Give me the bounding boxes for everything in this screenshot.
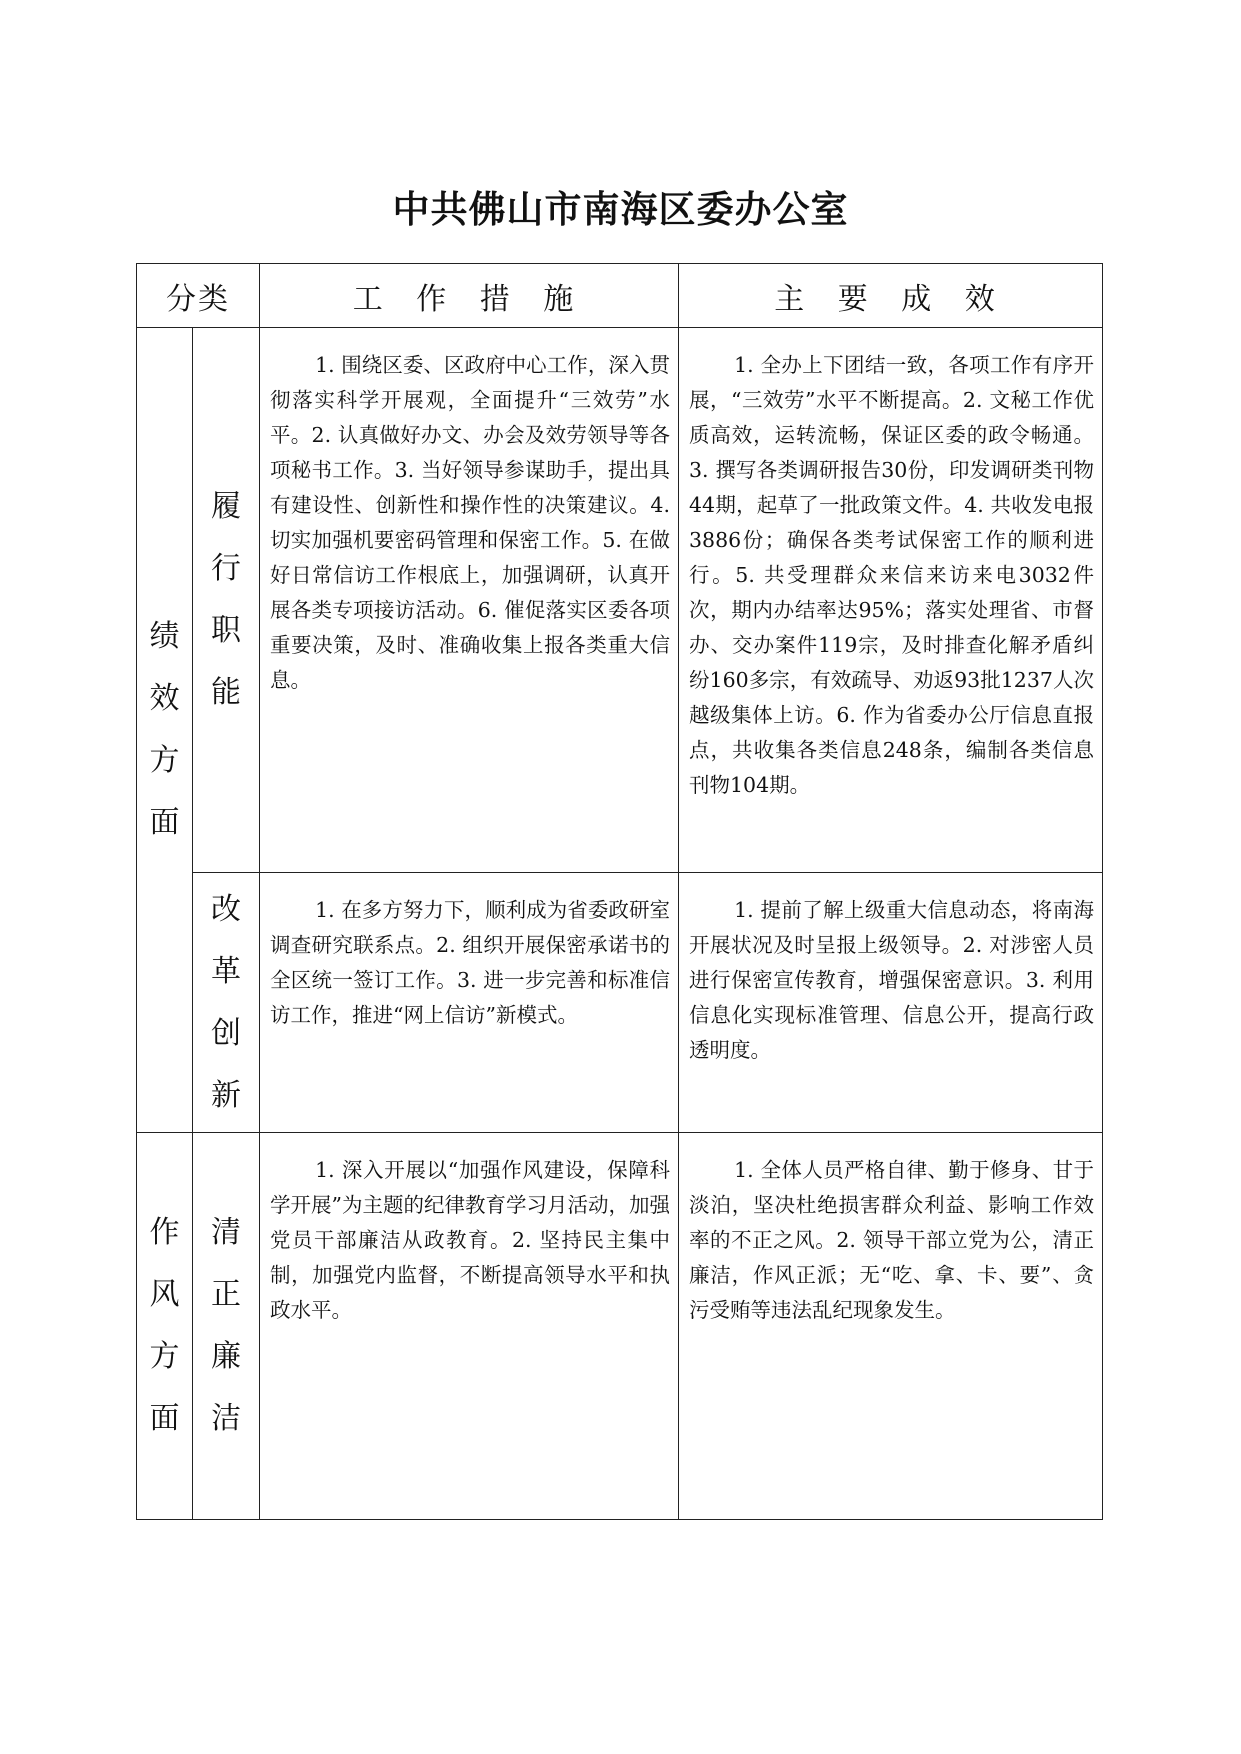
table-row bbox=[137, 328, 1103, 873]
table-row bbox=[137, 873, 1103, 1133]
results-cell: 1. 全办上下团结一致，各项工作有序开展，“三效劳”水平不断提高。2. 文秘工作优质高效，运转流畅，保证区委的政令畅通。3. 撰写各类调研报告30份，印发调研类刊物44期，起草了一批政策文件。4. 共收发电报3886份；确保各类考试保密工作的顺利进行。5. 共受理群众来信来访来电3032件次，期内办结率达95%；落实处理省、市督办、交办案件119宗，及时排查化解矛盾纠纷160多宗，有效疏导、劝返93批1237人次越级集体上访。6. 作为省委办公厅信息直报点，共收集各类信息248条，编制各类信息刊物104期。 bbox=[679, 328, 1103, 873]
table-header-row bbox=[137, 264, 1103, 328]
measures-cell: 1. 围绕区委、区政府中心工作，深入贯彻落实科学开展观，全面提升“三效劳”水平。2. 认真做好办文、办会及效劳领导等各项秘书工作。3. 当好领导参谋助手，提出具有建设性、创新性和操作性的决策建议。4. 切实加强机要密码管理和保密工作。5. 在做好日常信访工作根底上，加强调研，认真开展各类专项接访活动。6. 催促落实区委各项重要决策，及时、准确收集上报各类重大信息。 bbox=[260, 328, 679, 873]
subcategory-text bbox=[193, 1202, 259, 1450]
vertical-char: 创 bbox=[211, 1015, 241, 1051]
vertical-char: 效 bbox=[149, 681, 180, 716]
header-category: 分类 bbox=[137, 264, 260, 328]
vertical-char: 革 bbox=[211, 953, 241, 989]
vertical-char: 清 bbox=[211, 1215, 241, 1250]
vertical-char: 改 bbox=[211, 891, 241, 927]
group-label-text bbox=[137, 606, 192, 854]
subcategory-text bbox=[193, 476, 259, 724]
vertical-char: 绩 bbox=[149, 619, 180, 654]
measures-cell: 1. 在多方努力下，顺利成为省委政研室调查研究联系点。2. 组织开展保密承诺书的全区统一签订工作。3. 进一步完善和标准信访工作，推进“网上信访”新模式。 bbox=[260, 873, 679, 1133]
vertical-char: 能 bbox=[211, 675, 241, 710]
group-label-text bbox=[137, 1202, 192, 1450]
group-label-performance bbox=[137, 328, 193, 1133]
vertical-char: 正 bbox=[211, 1277, 241, 1312]
measures-cell: 1. 深入开展以“加强作风建设，保障科学开展”为主题的纪律教育学习月活动，加强党员干部廉洁从政教育。2. 坚持民主集中制，加强党内监督，不断提高领导水平和执政水平。 bbox=[260, 1133, 679, 1520]
vertical-char: 作 bbox=[149, 1215, 180, 1250]
vertical-char: 面 bbox=[149, 805, 180, 840]
vertical-char: 廉 bbox=[211, 1339, 241, 1374]
document-title: 中共佛山市南海区委办公室 bbox=[392, 188, 849, 231]
vertical-char: 方 bbox=[149, 743, 180, 778]
vertical-char: 新 bbox=[211, 1077, 241, 1113]
vertical-char: 履 bbox=[211, 489, 241, 524]
table-row bbox=[137, 1133, 1103, 1520]
header-measures: 工 作 措 施 bbox=[260, 264, 679, 328]
vertical-char: 洁 bbox=[211, 1401, 241, 1436]
subcategory-reform bbox=[193, 873, 260, 1133]
results-cell: 1. 全体人员严格自律、勤于修身、甘于淡泊，坚决杜绝损害群众利益、影响工作效率的不正之风。2. 领导干部立党为公，清正廉洁，作风正派；无“吃、拿、卡、要”、贪污受贿等违法乱纪现象发生。 bbox=[679, 1133, 1103, 1520]
results-cell: 1. 提前了解上级重大信息动态，将南海开展状况及时呈报上级领导。2. 对涉密人员进行保密宣传教育，增强保密意识。3. 利用信息化实现标准管理、信息公开，提高行政透明度。 bbox=[679, 873, 1103, 1133]
group-label-conduct bbox=[137, 1133, 193, 1520]
subcategory-duty bbox=[193, 328, 260, 873]
vertical-char: 面 bbox=[149, 1401, 180, 1436]
performance-table bbox=[136, 263, 1103, 1520]
vertical-char: 职 bbox=[211, 613, 241, 648]
subcategory-integrity bbox=[193, 1133, 260, 1520]
subcategory-text bbox=[193, 879, 259, 1127]
vertical-char: 风 bbox=[149, 1277, 180, 1312]
vertical-char: 方 bbox=[149, 1339, 180, 1374]
header-results: 主 要 成 效 bbox=[679, 264, 1103, 328]
vertical-char: 行 bbox=[211, 551, 241, 586]
